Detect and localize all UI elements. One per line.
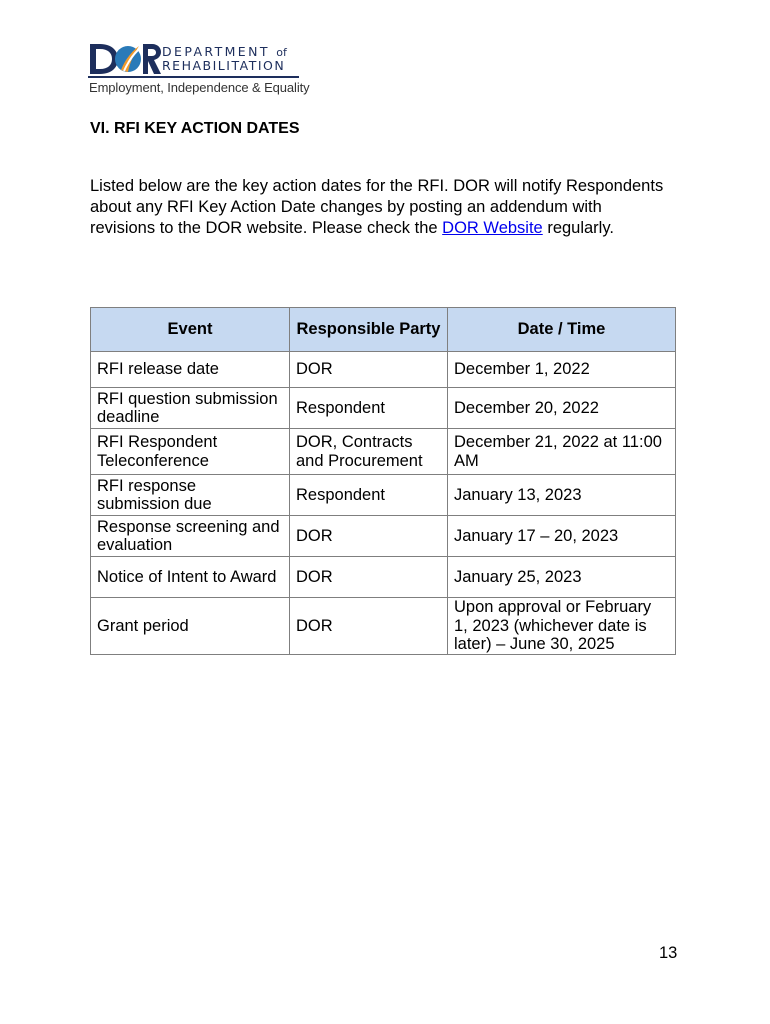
party-cell: Respondent: [290, 475, 448, 516]
table-row: [91, 598, 676, 655]
event-cell: RFI release date: [91, 352, 290, 388]
party-cell: DOR: [290, 516, 448, 557]
logo-tagline: Employment, Independence & Equality: [89, 80, 310, 95]
column-header-event: Event: [91, 308, 290, 352]
column-header-date-time: Date / Time: [448, 308, 676, 352]
section-heading: VI. RFI KEY ACTION DATES: [90, 120, 300, 137]
date-cell: January 25, 2023: [448, 557, 676, 598]
date-cell: December 1, 2022: [448, 352, 676, 388]
event-cell: Response screening and evaluation: [91, 516, 290, 557]
event-cell: RFI Respondent Teleconference: [91, 429, 290, 475]
logo-divider: [88, 76, 299, 78]
date-cell: December 21, 2022 at 11:00 AM: [448, 429, 676, 475]
intro-paragraph: Listed below are the key action dates for the RFI. DOR will notify Respondents about any RFI Key Action Date changes by posting an addendum with revisions to the DOR website. Please check the DOR Website regularly.: [90, 177, 664, 237]
table-row: [91, 557, 676, 598]
logo-line-rehabilitation: REHABILITATION: [162, 58, 286, 73]
key-action-dates-table: [90, 307, 676, 655]
party-cell: DOR: [290, 557, 448, 598]
party-cell: DOR, Contracts and Procurement: [290, 429, 448, 475]
dor-logo: [88, 42, 310, 100]
party-cell: DOR: [290, 598, 448, 655]
dor-website-link[interactable]: DOR Website: [442, 219, 543, 237]
event-cell: RFI response submission due: [91, 475, 290, 516]
date-cell: Upon approval or February 1, 2023 (whichever date is later) – June 30, 2025: [448, 598, 676, 655]
logo-line-department: DEPARTMENT of: [162, 44, 287, 59]
table-row: [91, 388, 676, 429]
date-cell: December 20, 2022: [448, 388, 676, 429]
table-header-row: [91, 308, 676, 352]
event-cell: RFI question submission deadline: [91, 388, 290, 429]
date-cell: January 17 – 20, 2023: [448, 516, 676, 557]
table-row: [91, 352, 676, 388]
party-cell: Respondent: [290, 388, 448, 429]
date-cell: January 13, 2023: [448, 475, 676, 516]
table-row: [91, 475, 676, 516]
table-row: [91, 516, 676, 557]
dor-logo-mark: [88, 42, 162, 76]
column-header-responsible-party: Responsible Party: [290, 308, 448, 352]
event-cell: Notice of Intent to Award: [91, 557, 290, 598]
party-cell: DOR: [290, 352, 448, 388]
table-row: [91, 429, 676, 475]
page-number: 13: [659, 944, 678, 962]
event-cell: Grant period: [91, 598, 290, 655]
